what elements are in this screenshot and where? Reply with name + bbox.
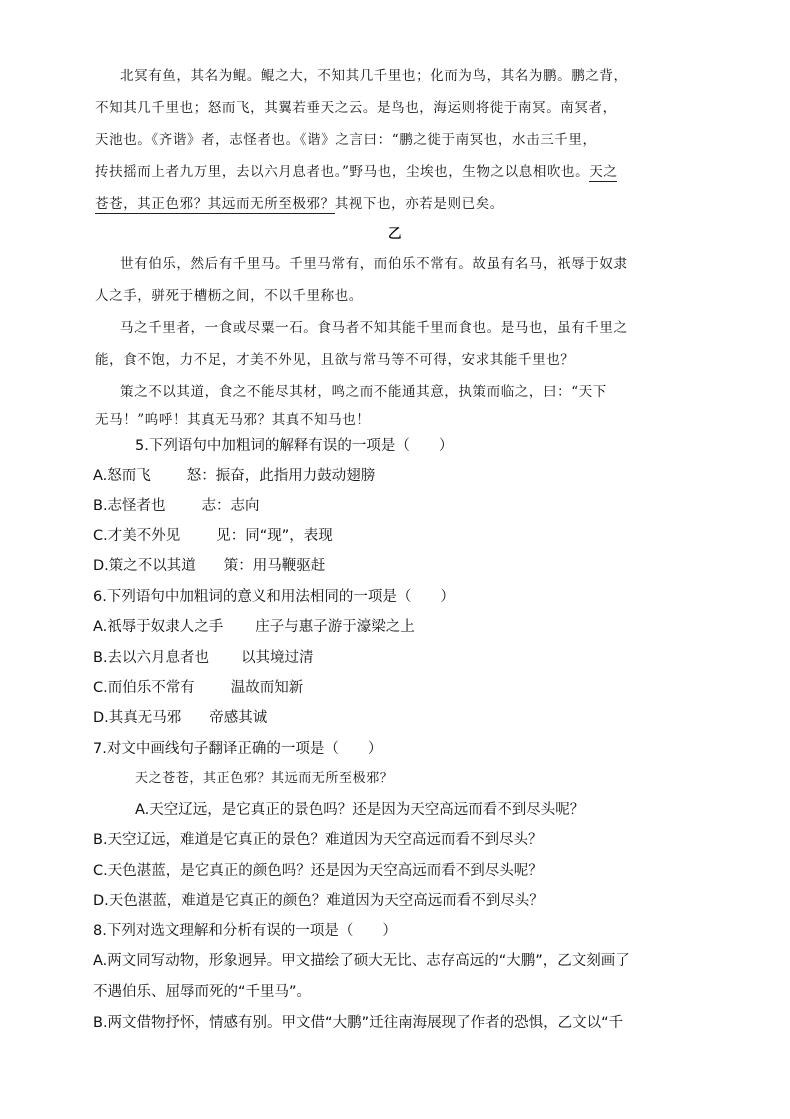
q5-option-c [93, 526, 333, 546]
q5-stem: 5.下列语句中加粗词的解释有误的一项是（ ） [135, 438, 454, 454]
q5-a-text: A.怒而飞 [93, 468, 151, 484]
q6-c-text: C.而伯乐不常有 [93, 680, 195, 696]
q5-option-d [93, 556, 325, 576]
q5-b-note: 志：志向 [201, 498, 260, 514]
q5-option-b [93, 496, 260, 516]
passage-a-line-2: 不知其几千里也；怒而飞，其翼若垂天之云。是鸟也，海运则将徙于南冥。南冥者， [95, 100, 617, 116]
passage-a-line-5 [95, 194, 504, 214]
q5-b-text: B.志怪者也 [93, 498, 166, 514]
q8-option-a-line-2: 不遇伯乐、屈辱而死的“千里马”。 [93, 984, 312, 1000]
q8-stem: 8.下列对选文理解和分析有误的一项是（ ） [93, 923, 397, 939]
passage-b-p3-line-1: 策之不以其道，食之不能尽其材，鸣之而不能通其意，执策而临之，曰：“天下 [120, 384, 607, 400]
passage-b-p2-line-2: 能，食不饱，力不足，才美不外见，且欲与常马等不可得，安求其能千里也？ [95, 352, 575, 368]
q6-option-b [93, 648, 314, 668]
passage-a-line-4 [95, 162, 617, 182]
q8-option-b-line-1: B.两文借物抒怀，情感有别。甲文借“大鹏”迁往南海展现了作者的恐惧，乙文以“千 [93, 1015, 624, 1031]
q7-option-b: B.天空辽远，难道是它真正的景色？难道因为天空高远而看不到尽头？ [93, 832, 543, 848]
q6-c-note: 温故而知新 [230, 680, 304, 696]
passage-b-p1-line-2: 人之手，骈死于槽枥之间，不以千里称也。 [95, 288, 363, 304]
underlined-sentence: 苍苍，其正色邪？其远而无所至极邪？ [95, 196, 335, 212]
q7-option-c: C.天色湛蓝，是它真正的颜色吗？还是因为天空高远而看不到尽头呢？ [93, 863, 543, 879]
q7-quote: 天之苍苍，其正色邪？其远而无所至极邪？ [135, 771, 394, 786]
q5-d-text: D.策之不以其道 [93, 558, 196, 574]
q5-d-note: 策：用马鞭驱赶 [223, 558, 326, 574]
q6-b-note: 以其境过清 [241, 650, 314, 666]
q6-option-c [93, 678, 303, 698]
q7-option-d: D.天色湛蓝，难道是它真正的颜色？难道因为天空高远而看不到尽头？ [93, 893, 544, 909]
q5-option-a [93, 466, 375, 486]
q6-stem: 6.下列语句中加粗词的意义和用法相同的一项是（ ） [93, 589, 455, 605]
q7-option-a: A.天空辽远，是它真正的景色吗？还是因为天空高远而看不到尽头呢？ [135, 802, 585, 818]
q6-option-d [93, 708, 267, 728]
q5-c-text: C.才美不外见 [93, 528, 181, 544]
underlined-sentence-start: 天之 [589, 164, 618, 180]
q6-a-text: A.祇辱于奴隶人之手 [93, 619, 224, 635]
q5-a-note: 怒：振奋，此指用力鼓动翅膀 [186, 468, 376, 484]
passage-a-line-3: 天池也。《齐谐》者，志怪者也。《谐》之言曰：“鹏之徙于南冥也，水击三千里， [95, 132, 597, 148]
passage-a-line-5-rest: 其视下也，亦若是则已矣。 [334, 196, 504, 212]
q8-option-a-line-1: A.两文同写动物，形象迥异。甲文描绘了硕大无比、志存高远的“大鹏”，乙文刻画了 [93, 953, 630, 969]
q6-d-note: 帝感其诚 [209, 710, 268, 726]
q6-d-text: D.其真无马邪 [93, 710, 182, 726]
passage-b-heading: 乙 [388, 226, 403, 242]
q6-b-text: B.去以六月息者也 [93, 650, 210, 666]
passage-b-p1-line-1: 世有伯乐，然后有千里马。千里马常有，而伯乐不常有。故虽有名马，祇辱于奴隶 [120, 256, 628, 272]
q5-c-note: 见：同“现”，表现 [216, 528, 333, 544]
passage-b-p2-line-1: 马之千里者，一食或尽粟一石。食马者不知其能千里而食也。是马也，虽有千里之 [120, 320, 628, 336]
q6-a-note: 庄子与惠子游于濠梁之上 [255, 619, 415, 635]
passage-a-line-1: 北冥有鱼，其名为鲲。鲲之大，不知其几千里也；化而为鸟，其名为鹏。鹏之背， [120, 68, 628, 84]
q7-stem: 7.对文中画线句子翻译正确的一项是（ ） [93, 741, 383, 757]
q6-option-a [93, 617, 415, 637]
passage-a-line-4-text: 抟扶摇而上者九万里，去以六月息者也。”野马也，尘埃也，生物之以息相吹也。 [95, 164, 590, 180]
passage-b-p3-line-2: 无马！”呜呼！其真无马邪？其真不知马也！ [95, 412, 371, 428]
